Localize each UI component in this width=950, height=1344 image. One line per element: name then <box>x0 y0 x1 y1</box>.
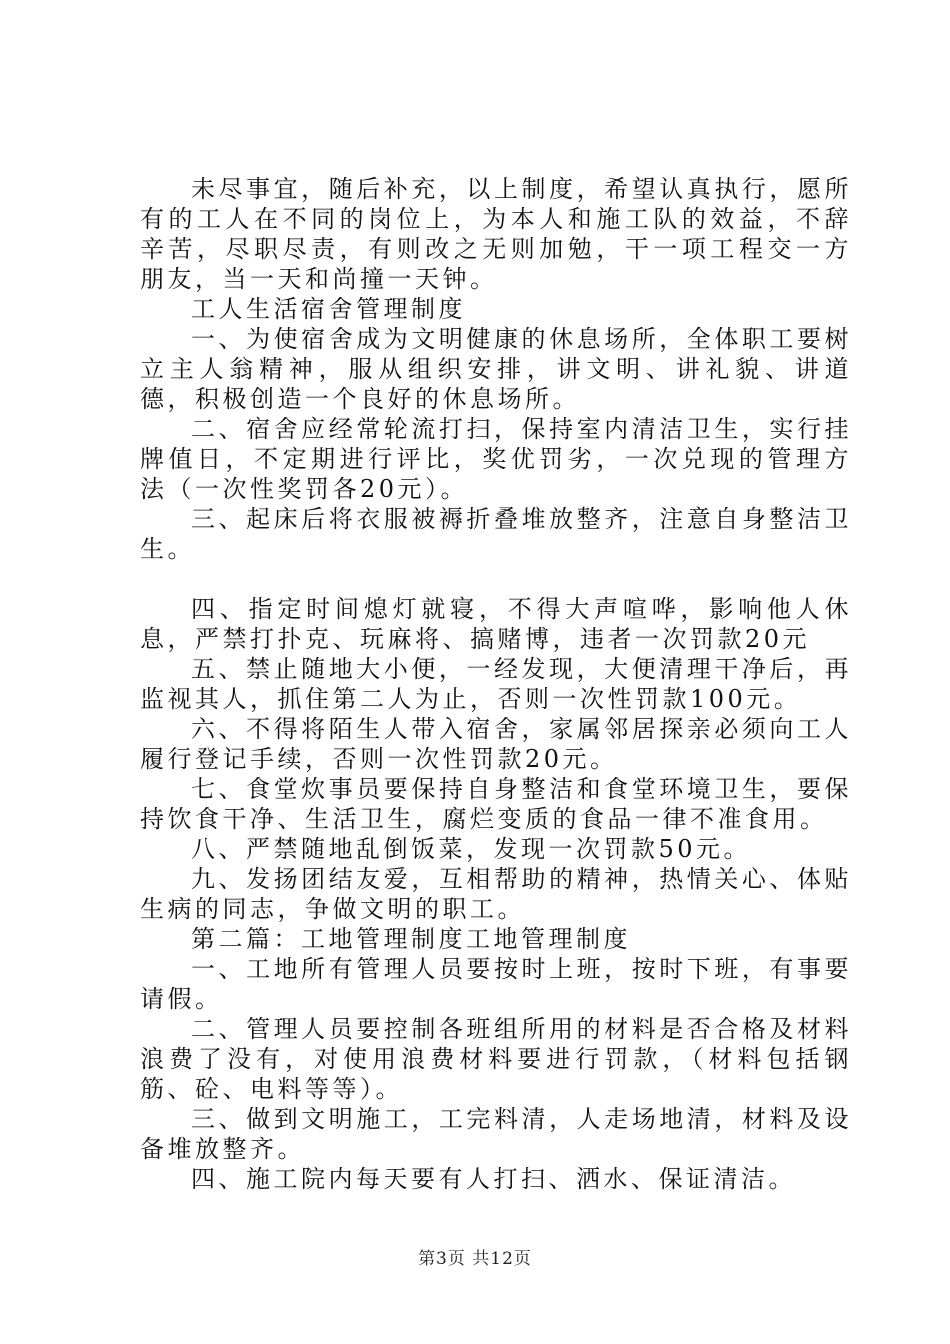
paragraph-rule-3: 三、起床后将衣服被褥折叠堆放整齐，注意自身整洁卫生。 <box>140 505 852 563</box>
paragraph-closing-remarks: 未尽事宜，随后补充，以上制度，希望认真执行，愿所有的工人在不同的岗位上，为本人和施工队的效益，不辞辛苦，尽职尽责，有则改之无则加勉，干一项工程交一方朋友，当一天和尚撞一天钟。 <box>140 175 852 293</box>
paragraph-rule-4: 四、指定时间熄灯就寝，不得大声喧哗，影响他人休息，严禁打扑克、玩麻将、搞赌博，违者一次罚款20元 <box>140 595 852 653</box>
paragraph-rule-1: 一、为使宿舍成为文明健康的休息场所，全体职工要树立主人翁精神，服从组织安排，讲文明、讲礼貌、讲道德，积极创造一个良好的休息场所。 <box>140 325 852 413</box>
section-heading-dormitory-rules: 工人生活宿舍管理制度 <box>191 295 466 323</box>
paragraph-site-rule-2: 二、管理人员要控制各班组所用的材料是否合格及材料浪费了没有，对使用浪费材料要进行罚款，（材料包括钢筋、砼、电料等等）。 <box>140 1015 852 1103</box>
page-number-footer: 第3页 共12页 <box>418 1249 532 1269</box>
paragraph-rule-9: 九、发扬团结友爱，互相帮助的精神，热情关心、体贴生病的同志，争做文明的职工。 <box>140 865 852 923</box>
paragraph-site-rule-3: 三、做到文明施工，工完料清，人走场地清，材料及设备堆放整齐。 <box>140 1105 852 1163</box>
document-body <box>140 174 852 1194</box>
paragraph-rule-6: 六、不得将陌生人带入宿舍，家属邻居探亲必须向工人履行登记手续，否则一次性罚款20元。 <box>140 715 852 773</box>
paragraph-site-rule-4: 四、施工院内每天要有人打扫、洒水、保证清洁。 <box>191 1165 796 1193</box>
section-heading-site-management: 第二篇：工地管理制度工地管理制度 <box>191 925 631 953</box>
paragraph-rule-2: 二、宿舍应经常轮流打扫，保持室内清洁卫生，实行挂牌值日，不定期进行评比，奖优罚劣，一次兑现的管理方法（一次性奖罚各20元）。 <box>140 415 852 503</box>
paragraph-rule-8: 八、严禁随地乱倒饭菜，发现一次罚款50元。 <box>191 835 752 863</box>
paragraph-rule-7: 七、食堂炊事员要保持自身整洁和食堂环境卫生，要保持饮食干净、生活卫生，腐烂变质的食品一律不准食用。 <box>140 775 852 833</box>
paragraph-site-rule-1: 一、工地所有管理人员要按时上班，按时下班，有事要请假。 <box>140 955 852 1013</box>
paragraph-rule-5: 五、禁止随地大小便，一经发现，大便清理干净后，再监视其人，抓住第二人为止，否则一次性罚款100元。 <box>140 655 852 713</box>
